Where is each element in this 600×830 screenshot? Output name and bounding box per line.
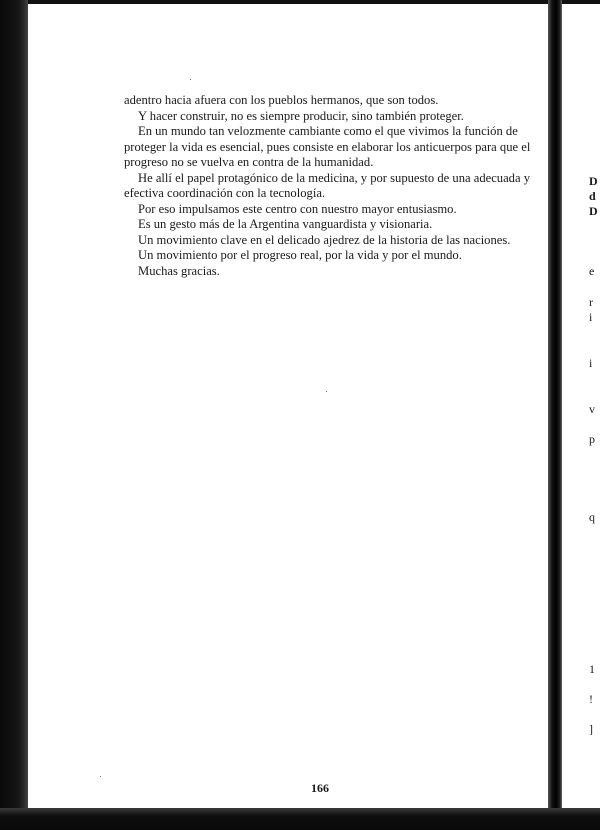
paragraph: Muchas gracias. [138, 263, 220, 278]
scan-speck [100, 776, 101, 777]
facing-page-char: i [589, 356, 593, 370]
paragraph: Es un gesto más de la Argentina vanguardista y visionaria. [138, 217, 433, 231]
paragraph: En un mundo tan velozmente cambiante como el que vivimos la función de proteger la vida es esencial, pues consiste en elaborar los anticuerpos para que el progreso no se vuelva en contra de la humanidad. [124, 124, 531, 169]
page-number: 166 [311, 781, 329, 795]
paragraph: Un movimiento clave en el delicado ajedrez de la historia de las naciones. [138, 232, 511, 247]
facing-page-char: ! [589, 692, 593, 706]
paragraph: Por eso impulsamos este centro con nuestro mayor entusiasmo. [138, 201, 457, 216]
body-text [124, 93, 534, 279]
facing-page-char: v [589, 402, 595, 416]
facing-page-char: p [589, 432, 595, 446]
paragraph: Un movimiento por el progreso real, por la vida y por el mundo. [138, 248, 462, 262]
facing-page-char: 1 [589, 662, 595, 676]
facing-page-char: D [589, 204, 598, 218]
scan-speck [326, 391, 327, 392]
scan-border-left [0, 0, 28, 830]
facing-page-char: i [589, 310, 593, 324]
facing-page-char: q [589, 510, 595, 524]
paragraph: Y hacer construir, no es siempre producir, sino también proteger. [138, 108, 464, 123]
facing-page-char: D [589, 174, 598, 188]
book-gutter [548, 0, 562, 830]
paragraph: adentro hacia afuera con los pueblos hermanos, que son todos. [124, 93, 439, 107]
facing-page-char: r [589, 295, 593, 309]
facing-page-char: d [589, 189, 596, 203]
scan-border-bottom [0, 808, 600, 830]
scan-speck [190, 79, 191, 80]
facing-page-char: e [589, 264, 595, 278]
facing-page-char: ] [589, 722, 593, 736]
paragraph: He allí el papel protagónico de la medicina, y por supuesto de una adecuada y efectiva coordinación con la tecnología. [124, 170, 531, 200]
